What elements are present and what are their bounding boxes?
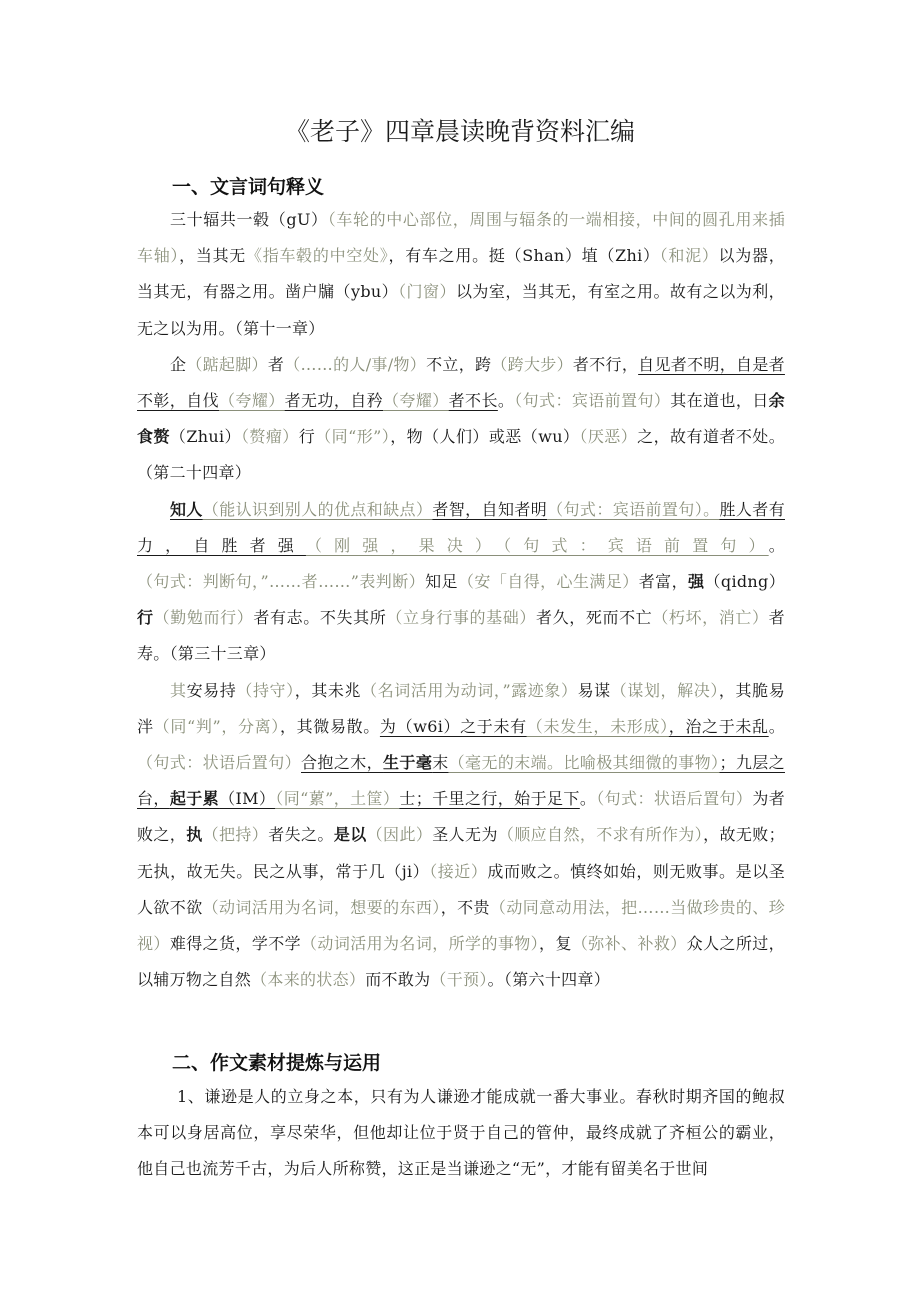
text-run: 。 <box>768 535 785 555</box>
text-run: 以为室，当其无，有室之用。故有之以为利，无之以为用。（第十一章） <box>137 282 785 338</box>
annotation-note: （顺应自然，不求有所作为） <box>497 825 704 845</box>
annotation-note: （……的人/事/物） <box>284 354 427 374</box>
annotation-note: （句式：宾语前置句）。 <box>547 499 720 519</box>
paragraph-chapter-24 <box>137 347 785 492</box>
annotation-note: （句式：宾语前置句） <box>514 391 671 411</box>
text-run: 。 <box>579 789 597 809</box>
text-run: ，故无败；无执，故无失。民之从事，常于几（ji） <box>137 825 785 881</box>
paragraph-chapter-64 <box>137 673 785 999</box>
annotation-note: （同“判”，分离） <box>153 716 280 736</box>
text-run: 者有志。不失其所 <box>253 608 387 628</box>
text-run: （IM） <box>219 789 276 809</box>
annotation-note: （把持） <box>202 825 269 845</box>
text-run: 。 <box>768 716 785 736</box>
text-run: 为者败之， <box>137 789 786 845</box>
annotation-note: （门窗） <box>398 282 456 302</box>
paragraph-chapter-33 <box>137 492 785 673</box>
text-run: 胜人者有力，自胜者强 <box>137 499 785 555</box>
text-run: 执 <box>186 825 203 845</box>
annotation-note: （勤勉而行） <box>153 608 254 628</box>
text-run: 者智，自知者明 <box>432 499 548 519</box>
annotation-note: （句式：状语后置句） <box>137 753 302 773</box>
document-title: 《老子》四章晨读晚背资料汇编 <box>284 117 635 146</box>
text-run: 者寿。（第三十三章） <box>137 608 785 664</box>
annotation-note: （毫无的末端。比喻极其细微的事物） <box>448 753 720 773</box>
text-run: 1、谦逊是人的立身之本，只有为人谦逊才能成就一番大事业。春秋时期齐国的鲍叔本可以身居高位，享尽荣华，但他却让位于贤于自己的管仲，最终成就了齐桓公的霸业，他自己也流芳千古，为后人所称赞，这正是当谦逊之“无”，才能有留美名于世间 <box>137 1087 785 1179</box>
annotation-note: （车轮的中心部位，周围与辐条的一端相接，中间的圆孔用来插车轴） <box>137 210 785 266</box>
paragraph-essay-material-1 <box>137 1079 785 1188</box>
annotation-note: 其 <box>170 680 187 700</box>
text-run: 不立，跨 <box>426 354 492 374</box>
annotation-note: （朽坏，消亡） <box>652 608 769 628</box>
text-run: ，治之于未乱 <box>668 716 769 736</box>
annotation-note: （动词活用为名词，所学的事物） <box>301 934 540 954</box>
text-run: ，复 <box>539 934 572 954</box>
text-run: 知足 <box>425 572 458 592</box>
text-run: 知人 <box>170 499 203 519</box>
text-run: 安易持 <box>186 680 237 700</box>
section-heading-2: 二、作文素材提炼与运用 <box>172 1052 382 1074</box>
text-run: 强 <box>688 572 705 592</box>
text-run: 其在道也，日 <box>670 391 769 411</box>
section-heading-1: 一、文言词句释义 <box>172 176 325 198</box>
text-run: 生于毫 <box>383 753 433 773</box>
text-run: 。 <box>497 391 515 411</box>
section-2-body <box>137 1079 785 1188</box>
annotation-note: （因此） <box>366 825 433 845</box>
section-1-body <box>137 202 785 998</box>
annotation-note: （夸耀） <box>219 391 285 411</box>
text-run: 是以 <box>333 825 367 845</box>
annotation-note: （持守） <box>236 680 295 700</box>
annotation-note: （动词活用为名词，想要的东西） <box>202 897 441 917</box>
annotation-note: （同“形”） <box>315 427 391 447</box>
text-run: 为（w6i）之于未有 <box>379 716 527 736</box>
text-run: 者不行， <box>572 354 639 374</box>
text-run: 自见者不明，自是者不彰，自伐 <box>137 354 785 411</box>
paragraph-chapter-11 <box>137 202 785 347</box>
annotation-note: （刚强，果决）（句式：宾语前置句） <box>305 535 769 555</box>
text-run: 企 <box>170 354 187 374</box>
annotation-note: （赘瘤） <box>240 427 299 447</box>
text-run: ，其脆易泮 <box>137 680 785 736</box>
text-run: 者 <box>267 354 285 374</box>
text-run: 士；千里之行，始于足下 <box>399 789 580 809</box>
text-run: 者不长 <box>448 391 498 411</box>
annotation-note: （本来的状态） <box>251 970 366 990</box>
annotation-note: （句式：状语后置句） <box>596 789 753 809</box>
text-run: ；九层之台， <box>137 753 785 809</box>
text-run: 难得之货，学不学 <box>169 934 302 954</box>
text-run: ，其微易散。 <box>279 716 380 736</box>
annotation-note: （立身行事的基础） <box>386 608 536 628</box>
text-run: 圣人无为 <box>432 825 498 845</box>
text-run: 行 <box>137 608 154 628</box>
text-run: ，不贵 <box>440 897 490 917</box>
annotation-note: （接近） <box>429 861 488 881</box>
text-run: 成而败之。慎终如始，则无败事。是以圣人欲不欲 <box>137 861 785 917</box>
text-run: 者久，死而不亡 <box>535 608 653 628</box>
annotation-note: （弥补、补救） <box>571 934 687 954</box>
annotation-note: （和泥） <box>659 246 719 266</box>
text-run: 。（第六十四章） <box>487 970 611 990</box>
annotation-note: （干预） <box>430 970 488 990</box>
text-run: 之，故有道者不处。（第二十四章） <box>137 427 786 483</box>
annotation-note: （安「自得，心生满足） <box>457 572 639 592</box>
text-run: 者无功，自矜 <box>284 391 384 411</box>
text-run: ，其未兆 <box>294 680 362 700</box>
text-run: ，物（人们）或恶（wu） <box>390 427 580 447</box>
annotation-note: （同“蔂”，土筐） <box>275 789 400 809</box>
text-run: 者富， <box>638 572 689 592</box>
annotation-note: （夸耀） <box>383 391 449 411</box>
annotation-note: （能认识到别人的优点和缺点） <box>202 499 433 519</box>
text-run: 而不敢为 <box>365 970 431 990</box>
text-run: ，有车之用。挺（Shan）埴（Zhi） <box>388 246 660 266</box>
annotation-note: 《指车毂的中空处》 <box>246 246 389 266</box>
annotation-note: （动同意动用法，把……当做珍贵的、珍视） <box>137 897 785 954</box>
text-run: ，当其无 <box>179 246 247 266</box>
annotation-note: （踮起脚） <box>186 354 268 374</box>
text-run: 以为器，当其无，有器之用。凿户牖（ybu） <box>137 246 785 302</box>
annotation-note: （跨大步） <box>491 354 573 374</box>
text-run: 起于累 <box>169 789 220 809</box>
text-run: 行 <box>298 427 316 447</box>
text-run: （Zhui） <box>169 427 241 447</box>
annotation-note: （谋划，解决） <box>610 680 719 700</box>
text-run: 末 <box>432 753 449 773</box>
annotation-note: （句式：判断句，”……者……”表判断） <box>137 572 426 592</box>
text-run: 合抱之木， <box>301 753 384 773</box>
text-run: 余食赘 <box>137 391 785 447</box>
annotation-note: （厌恶） <box>579 427 638 447</box>
text-run: （qidng） <box>704 572 786 592</box>
annotation-note: （未发生，未形成） <box>526 716 669 736</box>
text-run: 众人之所过，以辅万物之自然 <box>137 934 785 990</box>
text-run: 者失之。 <box>268 825 334 845</box>
annotation-note: （名词活用为动词，”露迹象） <box>361 680 578 700</box>
text-run: 易谋 <box>577 680 611 700</box>
text-run: 三十辐共一毂（gU） <box>170 210 328 229</box>
